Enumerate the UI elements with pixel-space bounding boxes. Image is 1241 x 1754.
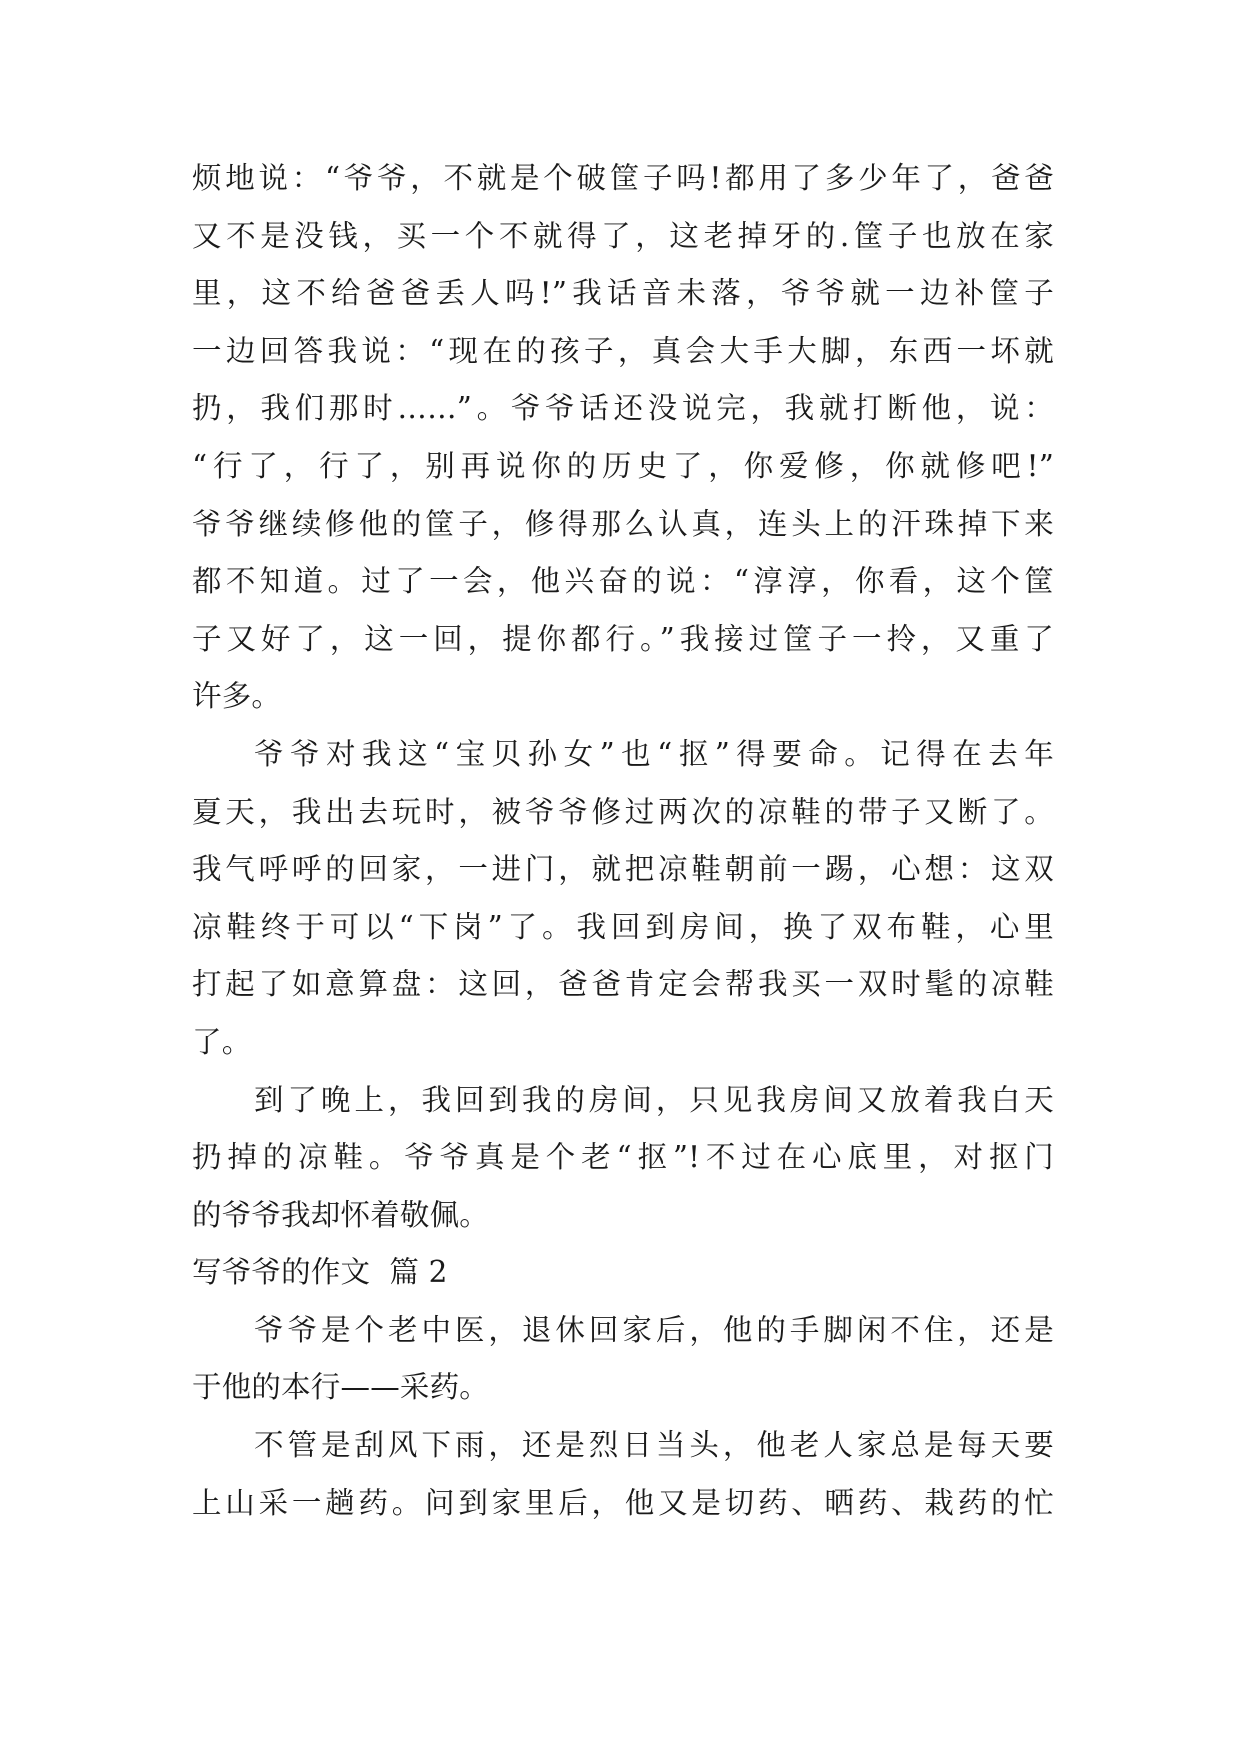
text-line: 打起了如意算盘：这回，爸爸肯定会帮我买一双时髦的凉鞋 xyxy=(192,967,1054,1002)
text-line: 上山采一趟药。问到家里后，他又是切药、晒药、栽药的忙 xyxy=(192,1485,1054,1520)
text-line: 爷爷是个老中医，退休回家后，他的手脚闲不住，还是 xyxy=(254,1312,1054,1347)
text-line: 的爷爷我却怀着敬佩。 xyxy=(192,1197,490,1232)
text-line: 于他的本行——采药。 xyxy=(192,1370,490,1405)
text-line: 爷爷继续修他的筐子，修得那么认真，连头上的汗珠掉下来 xyxy=(192,506,1054,541)
text-line: “行了，行了，别再说你的历史了，你爱修，你就修吧!” xyxy=(192,448,1054,483)
text-line: 我气呼呼的回家，一进门，就把凉鞋朝前一踢，心想：这双 xyxy=(192,852,1054,887)
paragraph-sandals xyxy=(192,726,1054,1072)
text-line: 扔，我们那时……”。爷爷话还没说完，我就打断他，说： xyxy=(192,391,1054,426)
text-line: 子又好了，这一回，提你都行。”我接过筐子一拎，又重了 xyxy=(192,621,1054,656)
document-page xyxy=(192,150,1054,1532)
text-line: 里，这不给爸爸丢人吗!”我话音未落，爷爷就一边补筐子 xyxy=(192,276,1054,311)
text-line: 又不是没钱，买一个不就得了，这老掉牙的.筐子也放在家 xyxy=(192,218,1054,253)
text-line: 了。 xyxy=(192,1024,252,1059)
paragraph-doctor xyxy=(192,1302,1054,1417)
paragraph-evening xyxy=(192,1072,1054,1245)
text-line: 一边回答我说：“现在的孩子，真会大手大脚，东西一坏就 xyxy=(192,333,1054,368)
text-line: 不管是刮风下雨，还是烈日当头，他老人家总是每天要 xyxy=(254,1428,1054,1463)
text-line: 爷爷对我这“宝贝孙女”也“抠”得要命。记得在去年 xyxy=(254,736,1054,771)
text-line: 到了晚上，我回到我的房间，只见我房间又放着我白天 xyxy=(254,1082,1054,1117)
text-line: 许多。 xyxy=(192,679,282,714)
text-line: 烦地说：“爷爷，不就是个破筐子吗!都用了多少年了，爸爸 xyxy=(192,161,1054,195)
section-heading: 写爷爷的作文 篇 2 xyxy=(192,1255,448,1290)
text-line: 扔掉的凉鞋。爷爷真是个老“抠”!不过在心底里，对抠门 xyxy=(192,1140,1054,1175)
paragraph-continuation xyxy=(192,150,1054,726)
text-line: 夏天，我出去玩时，被爷爷修过两次的凉鞋的带子又断了。 xyxy=(192,794,1054,829)
paragraph-herbs xyxy=(192,1417,1054,1532)
text-line: 都不知道。过了一会，他兴奋的说：“淳淳，你看，这个筐 xyxy=(192,564,1054,599)
text-line: 凉鞋终于可以“下岗”了。我回到房间，换了双布鞋，心里 xyxy=(192,909,1054,944)
